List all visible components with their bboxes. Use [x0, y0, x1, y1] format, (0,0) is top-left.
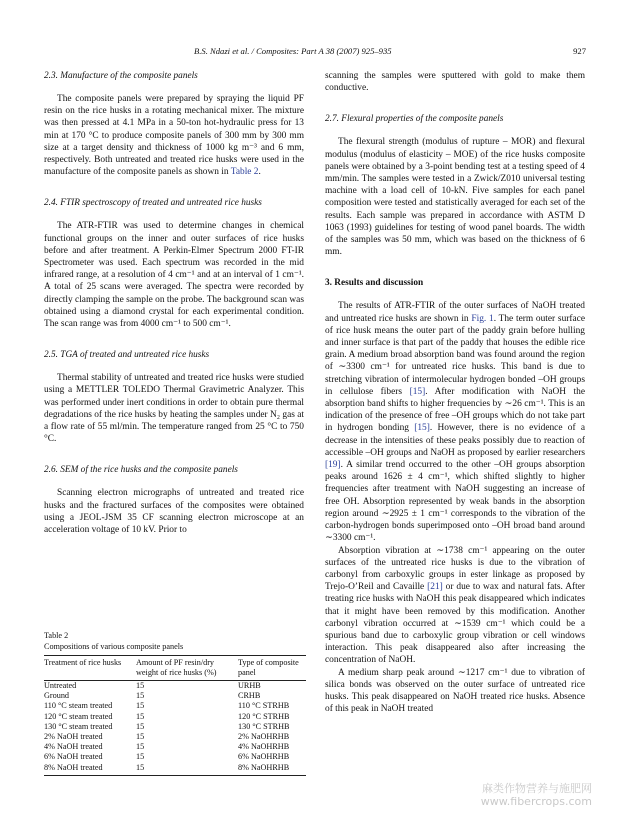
table-caption: Compositions of various composite panels — [44, 642, 184, 651]
section-2-4-paragraph: The ATR-FTIR was used to determine changes in chemical functional groups on the inner and outer surfaces of rice husks before and after treatment. A Perkin-Elmer Spectrum 2000 FT-IR Spectrometer was used. Each spectrum was recorded in the mid infrared range, at a resolution of 4 cm⁻¹ and at an interval of 1 cm⁻¹. A total of 25 scans were averaged. The spectra were recorded by directly clamping the sample on the probe. The background scan was obtained using a diamond crystal for each experimental condition. The scan range was from 4000 cm⁻¹ to 500 cm⁻¹. — [44, 221, 304, 330]
table-cell: 130 °C STRHB — [238, 721, 290, 731]
section-2-4-title: 2.4. FTIR spectroscopy of treated and untreated rice husks — [44, 198, 262, 209]
table-2 — [44, 630, 306, 776]
table-cell: Untreated — [44, 681, 77, 690]
table-cell: 8% NaOH treated — [44, 763, 136, 776]
table-cell: 15 — [136, 721, 145, 731]
citation-21-link[interactable]: [21] — [427, 582, 443, 593]
watermark — [481, 782, 592, 808]
table-cell: 2% NaOHRHB — [238, 732, 290, 742]
table-2-link[interactable]: Table 2 — [230, 167, 259, 178]
table-header-cell: Amount of PF resin/dry weight of rice husks (%) — [136, 658, 217, 677]
table-cell: Ground — [44, 691, 70, 701]
table-cell: 15 — [136, 742, 145, 752]
table-row — [44, 742, 306, 752]
table-cell: 15 — [136, 763, 238, 776]
results-text: . The term outer surface of rice husk means the outer part of the paddy grain before hulling and inner surface is that part of the paddy that houses the edible rice grain. A medium broad absorption band was found around the region of ∼3300 cm⁻¹ for untreated rice husks. This band is due to stretching vibration of intermolecular hydrogen bonded –OH groups in cellulose fibers — [325, 313, 585, 397]
citation-15-link[interactable]: [15] — [414, 423, 430, 434]
results-paragraph-1 — [325, 300, 585, 544]
table-row — [44, 732, 306, 742]
table-cell: 8% NaOHRHB — [238, 763, 306, 776]
continued-paragraph: scanning the samples were sputtered with gold to make them conductive. — [325, 71, 585, 94]
table-cell: 15 — [136, 732, 145, 742]
results-text: The results of ATR-FTIR of the outer surfaces of NaOH treated and untreated rice husks are shown in — [325, 301, 585, 324]
table-cell: 120 °C STRHB — [238, 711, 290, 721]
table-cell: 120 °C steam treated — [44, 711, 113, 721]
table-header-cell: Type of composite panel — [238, 658, 299, 677]
section-2-3-title: 2.3. Manufacture of the composite panels — [44, 71, 198, 81]
table-cell: 4% NaOHRHB — [238, 742, 290, 752]
section-2-6-paragraph: Scanning electron micrographs of untreated and treated rice husks and the fractured surfaces of the composites were obtained using a JEOL-JSM 35 CF scanning electron microscope at an acceleration voltage of 10 kV. Prior to — [44, 488, 304, 536]
section-2-7-title: 2.7. Flexural properties of the composite panels — [325, 114, 504, 125]
results-text: . After modification with NaOH the absorption band shifts to higher frequencies by ∼26 cm⁻¹. This is an indication of the presence of free –OH groups which do not take part in hydrogen bonding — [325, 386, 586, 434]
results-paragraph-2 — [325, 545, 585, 667]
table-cell: 15 — [136, 691, 145, 701]
table-cell: 110 °C STRHB — [238, 701, 290, 711]
section-2-3-paragraph — [44, 93, 304, 178]
results-text: . However, there is no evidence of a decrease in the intensities of these peaks possibly due to reaction of accessible –OH groups and NaOH as proposed by earlier researchers — [325, 423, 585, 458]
watermark-line-1: 麻类作物营养与施肥网 — [482, 782, 592, 795]
table-cell: 15 — [136, 752, 145, 762]
table-row — [44, 752, 306, 762]
citation-19-link[interactable]: [19] — [325, 460, 341, 471]
table-row — [44, 681, 306, 692]
table-cell: 15 — [136, 701, 145, 711]
results-text: or due to wax and natural fats. After treating rice husks with NaOH this peak disappeared which indicates that it might have been removed by this modification. Another carbonyl vibration occurred at ∼1539 cm⁻¹ which could be a spurious band due to carboxylic group vibration or cell windows interaction. This peak disappeared also after increasing the concentration of NaOH. — [325, 582, 586, 666]
table-row — [44, 701, 306, 711]
table-cell: 4% NaOH treated — [44, 742, 103, 752]
page-number: 927 — [573, 46, 586, 56]
section-2-7-paragraph: The flexural strength (modulus of rupture – MOR) and flexural modulus (modulus of elasticity – MOE) of the rice husks composite panels were obtained by a 3-point bending test at a testing speed of 4 mm/min. The samples were tested in a Zwick/Z010 universal testing machine with a load cell of 10-kN. Five samples for each panel composition were tested and statistically averaged for each set of the results. Each sample was prepared in accordance with ASTM D 1063 (1993) guidelines for testing of wood panel boards. The width of the samples was 50 mm, which was based on the thickness of 6 mm. — [325, 137, 585, 258]
table-cell: 2% NaOH treated — [44, 732, 103, 742]
table-row — [44, 722, 306, 732]
section-2-3-text: The composite panels were prepared by spraying the liquid PF resin on the rice husks in a rotating mechanical mixer. The mixture was then pressed at 4.1 MPa in a 50-ton hot-hydraulic press for 13 min at 170 °C to produce composite panels of 300 mm by 300 mm size at a target density and thickness of 1000 kg m⁻³ and 6 mm, respectively. Both untreated and treated rice husks were used in the manufacture of the composite panels as shown in — [44, 94, 304, 178]
section-2-5-paragraph: Thermal stability of untreated and treated rice husks were studied using a METTLER TOLEDO Thermal Gravimetric Analyzer. This was performed under inert conditions in order to obtain pure thermal degradations of the rice husks by heating the samples under N₂ gas at a flow rate of 55 ml/min. The temperature ranged from 25 °C to 750 °C. — [44, 373, 304, 445]
table-2-grid — [44, 655, 306, 776]
running-title: B.S. Ndazi et al. / Composites: Part A 38 (2007) 925–935 — [194, 46, 392, 56]
table-cell: CRHB — [238, 691, 261, 701]
section-2-6-title: 2.6. SEM of the rice husks and the composite panels — [44, 465, 238, 476]
table-row — [44, 763, 306, 776]
table-cell: 110 °C steam treated — [44, 701, 113, 711]
table-row — [44, 712, 306, 722]
right-column — [325, 70, 585, 715]
results-text: . A similar trend occurred to the other –OH groups absorption peaks around 1626 ± 4 cm⁻¹, which shifted slightly to higher frequencies after treatment with NaOH suggesting an increase of free OH. Absorption represented by weak bands in the absorption region around ∼2925 ± 1 cm⁻¹ corresponds to the vibration of the carbon-hydrogen bonds superimposed onto –OH broad band around ∼3300 cm⁻¹. — [325, 460, 585, 544]
results-text: Absorption vibration at ∼1738 cm⁻¹ appearing on the outer surfaces of the untreated rice husks is due to the vibration of carbonyl from carboxylic groups in ester linkage as proposed by Trejo-O’Reil and Cavaille — [325, 545, 585, 593]
table-cell: 6% NaOHRHB — [238, 752, 290, 762]
table-cell: 15 — [136, 711, 145, 721]
table-cell: 15 — [136, 681, 145, 690]
section-3-title: 3. Results and discussion — [325, 278, 424, 289]
table-header-cell: Treatment of rice husks — [44, 658, 122, 667]
citation-15-link[interactable]: [15] — [409, 386, 426, 397]
figure-1-link[interactable]: Fig. 1 — [471, 313, 494, 324]
results-paragraph-3: A medium sharp peak around ∼1217 cm⁻¹ due to vibration of silica bonds was observed on the outer surface of untreated rice husks. This peak disappeared on NaOH treated rice husks. Absence of this peak in NaOH treated — [325, 667, 585, 715]
section-2-5-title: 2.5. TGA of treated and untreated rice husks — [44, 350, 210, 361]
section-2-3-end: . — [258, 167, 261, 178]
table-cell: URHB — [238, 681, 261, 690]
watermark-line-2: www.fibercrops.com — [480, 795, 592, 808]
left-column — [44, 70, 304, 536]
table-cell: 130 °C steam treated — [44, 721, 113, 731]
table-label: Table 2 — [44, 631, 69, 640]
table-row — [44, 691, 306, 701]
table-cell: 6% NaOH treated — [44, 752, 103, 762]
table-header-row — [44, 656, 306, 681]
